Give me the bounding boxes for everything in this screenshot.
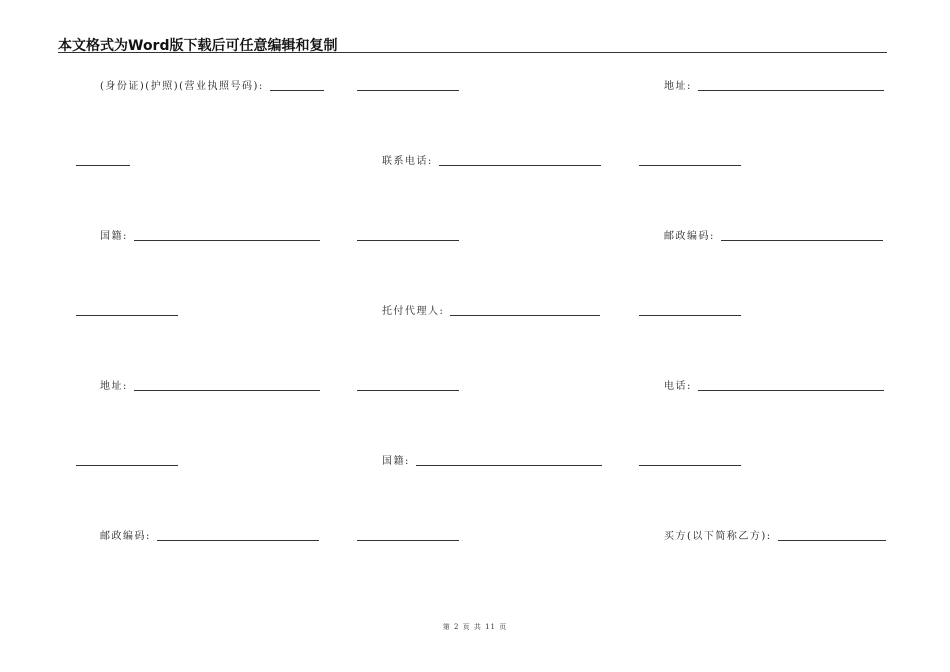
phone-blank[interactable] (698, 390, 884, 391)
blank-line[interactable] (357, 240, 459, 241)
nationality-field (382, 449, 602, 469)
id-blank[interactable] (270, 90, 324, 91)
agent-field (382, 299, 600, 319)
buyer-blank[interactable] (778, 540, 886, 541)
postcode-blank[interactable] (721, 240, 883, 241)
form-row-3 (0, 224, 950, 244)
document-header-title: 本文格式为Word版下载后可任意编辑和复制 (58, 38, 338, 54)
nationality-label: 国籍: (100, 231, 128, 242)
form-row-7 (0, 524, 950, 544)
blank-field (76, 299, 178, 319)
address-blank[interactable] (134, 390, 320, 391)
blank-field (76, 449, 178, 469)
nationality-blank[interactable] (416, 465, 602, 466)
agent-blank[interactable] (450, 315, 600, 316)
buyer-label: 买方(以下简称乙方): (664, 531, 772, 542)
blank-line[interactable] (76, 465, 178, 466)
address-label: 地址: (664, 81, 692, 92)
form-row-5 (0, 374, 950, 394)
blank-field (639, 149, 741, 169)
nationality-blank[interactable] (134, 240, 320, 241)
id-label: (身份证)(护照)(营业执照号码): (100, 81, 264, 92)
contact-phone-blank[interactable] (439, 165, 601, 166)
nationality-label: 国籍: (382, 456, 410, 467)
nationality-field (100, 224, 320, 244)
address-field (100, 374, 320, 394)
blank-line[interactable] (357, 390, 459, 391)
contact-phone-label: 联系电话: (382, 156, 433, 167)
blank-line[interactable] (76, 315, 178, 316)
blank-field (357, 524, 459, 544)
form-row-2 (0, 149, 950, 169)
postcode-field (664, 224, 883, 244)
form-row-4 (0, 299, 950, 319)
postcode-field (100, 524, 319, 544)
blank-line[interactable] (357, 90, 459, 91)
blank-field (639, 449, 741, 469)
blank-line[interactable] (639, 315, 741, 316)
address-blank[interactable] (698, 90, 884, 91)
postcode-blank[interactable] (157, 540, 319, 541)
phone-field (664, 374, 884, 394)
blank-field (76, 149, 130, 169)
contact-phone-field (382, 149, 601, 169)
header-divider (58, 52, 887, 53)
blank-line[interactable] (357, 540, 459, 541)
agent-label: 托付代理人: (382, 306, 445, 317)
form-row-6 (0, 449, 950, 469)
postcode-label: 邮政编码: (100, 531, 151, 542)
blank-line[interactable] (639, 465, 741, 466)
blank-field (639, 299, 741, 319)
form-row-1 (0, 74, 950, 94)
blank-line[interactable] (76, 165, 130, 166)
phone-label: 电话: (664, 381, 692, 392)
postcode-label: 邮政编码: (664, 231, 715, 242)
page-number: 第 2 页 共 11 页 (442, 623, 508, 631)
id-field (100, 74, 324, 94)
blank-field (357, 224, 459, 244)
address-field (664, 74, 884, 94)
blank-field (357, 74, 459, 94)
blank-line[interactable] (639, 165, 741, 166)
buyer-field (664, 524, 886, 544)
address-label: 地址: (100, 381, 128, 392)
blank-field (357, 374, 459, 394)
